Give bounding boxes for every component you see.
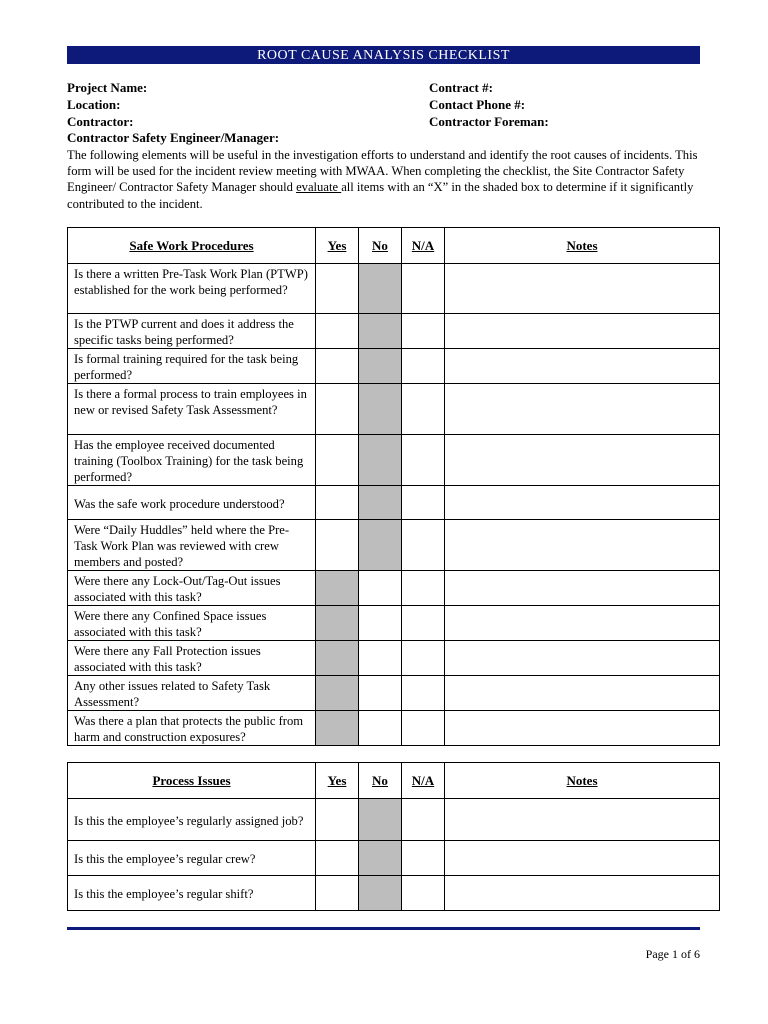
contract-number-label: Contract #: <box>429 80 493 95</box>
yes-cell[interactable] <box>316 606 359 641</box>
table-row <box>68 641 720 676</box>
notes-cell[interactable] <box>445 384 720 435</box>
notes-cell[interactable] <box>445 641 720 676</box>
yes-cell[interactable] <box>316 264 359 314</box>
yes-cell[interactable] <box>316 711 359 746</box>
footer-divider <box>67 927 700 930</box>
col-header-notes: Notes <box>445 228 720 264</box>
yes-cell[interactable] <box>316 641 359 676</box>
notes-cell[interactable] <box>445 571 720 606</box>
yes-cell[interactable] <box>316 384 359 435</box>
question-text: Is this the employee’s regular crew? <box>68 841 316 876</box>
col-header-na: N/A <box>402 228 445 264</box>
safe-work-procedures-table <box>67 227 720 746</box>
question-text: Is formal training required for the task being performed? <box>68 349 316 384</box>
question-text: Were there any Lock-Out/Tag-Out issues associated with this task? <box>68 571 316 606</box>
process-issues-table <box>67 762 720 911</box>
notes-cell[interactable] <box>445 676 720 711</box>
yes-cell[interactable] <box>316 676 359 711</box>
question-text: Was the safe work procedure understood? <box>68 486 316 520</box>
notes-cell[interactable] <box>445 264 720 314</box>
question-text: Were there any Fall Protection issues associated with this task? <box>68 641 316 676</box>
question-text: Is there a written Pre-Task Work Plan (PTWP) established for the work being performed? <box>68 264 316 314</box>
question-text: Is the PTWP current and does it address the specific tasks being performed? <box>68 314 316 349</box>
table-row <box>68 876 720 911</box>
na-cell[interactable] <box>402 349 445 384</box>
col-header-no: No <box>359 763 402 799</box>
yes-cell[interactable] <box>316 841 359 876</box>
na-cell[interactable] <box>402 841 445 876</box>
table-row <box>68 571 720 606</box>
na-cell[interactable] <box>402 711 445 746</box>
yes-cell[interactable] <box>316 520 359 571</box>
notes-cell[interactable] <box>445 606 720 641</box>
question-text: Is this the employee’s regular shift? <box>68 876 316 911</box>
notes-cell[interactable] <box>445 486 720 520</box>
intro-text-1: The following elements will be useful in the investigation efforts to understand and identify the root causes of incidents. This form will be used for the incident review meeting with MWAA. When completing the checklist, the Site Contractor Safety Engineer/ Contractor Safety Manager should <box>67 148 698 195</box>
project-name-label: Project Name: <box>67 80 148 95</box>
col-header-item: Safe Work Procedures <box>68 228 316 264</box>
contractor-label: Contractor: <box>67 114 134 129</box>
no-cell[interactable] <box>359 606 402 641</box>
yes-cell[interactable] <box>316 486 359 520</box>
notes-cell[interactable] <box>445 435 720 486</box>
na-cell[interactable] <box>402 435 445 486</box>
notes-cell[interactable] <box>445 520 720 571</box>
question-text: Is this the employee’s regularly assigned job? <box>68 799 316 841</box>
no-cell[interactable] <box>359 314 402 349</box>
na-cell[interactable] <box>402 314 445 349</box>
no-cell[interactable] <box>359 876 402 911</box>
table-row <box>68 435 720 486</box>
no-cell[interactable] <box>359 520 402 571</box>
question-text: Were there any Confined Space issues associated with this task? <box>68 606 316 641</box>
na-cell[interactable] <box>402 384 445 435</box>
table-row <box>68 349 720 384</box>
na-cell[interactable] <box>402 571 445 606</box>
yes-cell[interactable] <box>316 571 359 606</box>
na-cell[interactable] <box>402 606 445 641</box>
no-cell[interactable] <box>359 571 402 606</box>
na-cell[interactable] <box>402 876 445 911</box>
no-cell[interactable] <box>359 711 402 746</box>
safety-engineer-label: Contractor Safety Engineer/Manager: <box>67 130 280 145</box>
intro-underlined-text: evaluate <box>296 180 342 195</box>
na-cell[interactable] <box>402 676 445 711</box>
notes-cell[interactable] <box>445 711 720 746</box>
yes-cell[interactable] <box>316 799 359 841</box>
notes-cell[interactable] <box>445 314 720 349</box>
table-row <box>68 799 720 841</box>
table-row <box>68 486 720 520</box>
table-row <box>68 606 720 641</box>
table-row <box>68 384 720 435</box>
table-row <box>68 264 720 314</box>
question-text: Was there a plan that protects the public from harm and construction exposures? <box>68 711 316 746</box>
na-cell[interactable] <box>402 520 445 571</box>
col-header-yes: Yes <box>316 228 359 264</box>
no-cell[interactable] <box>359 486 402 520</box>
na-cell[interactable] <box>402 641 445 676</box>
intro-text-2: all items with an “X” in the shaded box to determine if it significantly contributed to the incident. <box>67 180 694 211</box>
table-row <box>68 520 720 571</box>
document-title: ROOT CAUSE ANALYSIS CHECKLIST <box>67 46 700 64</box>
location-label: Location: <box>67 97 121 112</box>
na-cell[interactable] <box>402 264 445 314</box>
contractor-foreman-label: Contractor Foreman: <box>429 114 549 129</box>
no-cell[interactable] <box>359 349 402 384</box>
notes-cell[interactable] <box>445 841 720 876</box>
na-cell[interactable] <box>402 486 445 520</box>
page-number: Page 1 of 6 <box>645 947 700 961</box>
contact-phone-label: Contact Phone #: <box>429 97 526 112</box>
no-cell[interactable] <box>359 641 402 676</box>
col-header-notes: Notes <box>445 763 720 799</box>
table-row <box>68 711 720 746</box>
notes-cell[interactable] <box>445 799 720 841</box>
table-header-row <box>68 763 720 799</box>
question-text: Any other issues related to Safety Task Assessment? <box>68 676 316 711</box>
table-header-row <box>68 228 720 264</box>
table-row <box>68 841 720 876</box>
yes-cell[interactable] <box>316 314 359 349</box>
yes-cell[interactable] <box>316 349 359 384</box>
table-row <box>68 676 720 711</box>
no-cell[interactable] <box>359 676 402 711</box>
notes-cell[interactable] <box>445 349 720 384</box>
question-text: Were “Daily Huddles” held where the Pre-Task Work Plan was reviewed with crew members and posted? <box>68 520 316 571</box>
intro-paragraph <box>67 147 707 212</box>
col-header-na: N/A <box>402 763 445 799</box>
yes-cell[interactable] <box>316 435 359 486</box>
col-header-yes: Yes <box>316 763 359 799</box>
col-header-no: No <box>359 228 402 264</box>
na-cell[interactable] <box>402 799 445 841</box>
no-cell[interactable] <box>359 799 402 841</box>
no-cell[interactable] <box>359 384 402 435</box>
question-text: Has the employee received documented training (Toolbox Training) for the task being performed? <box>68 435 316 486</box>
notes-cell[interactable] <box>445 876 720 911</box>
question-text: Is there a formal process to train employees in new or revised Safety Task Assessment? <box>68 384 316 435</box>
no-cell[interactable] <box>359 435 402 486</box>
no-cell[interactable] <box>359 841 402 876</box>
col-header-item: Process Issues <box>68 763 316 799</box>
table-row <box>68 314 720 349</box>
no-cell[interactable] <box>359 264 402 314</box>
yes-cell[interactable] <box>316 876 359 911</box>
